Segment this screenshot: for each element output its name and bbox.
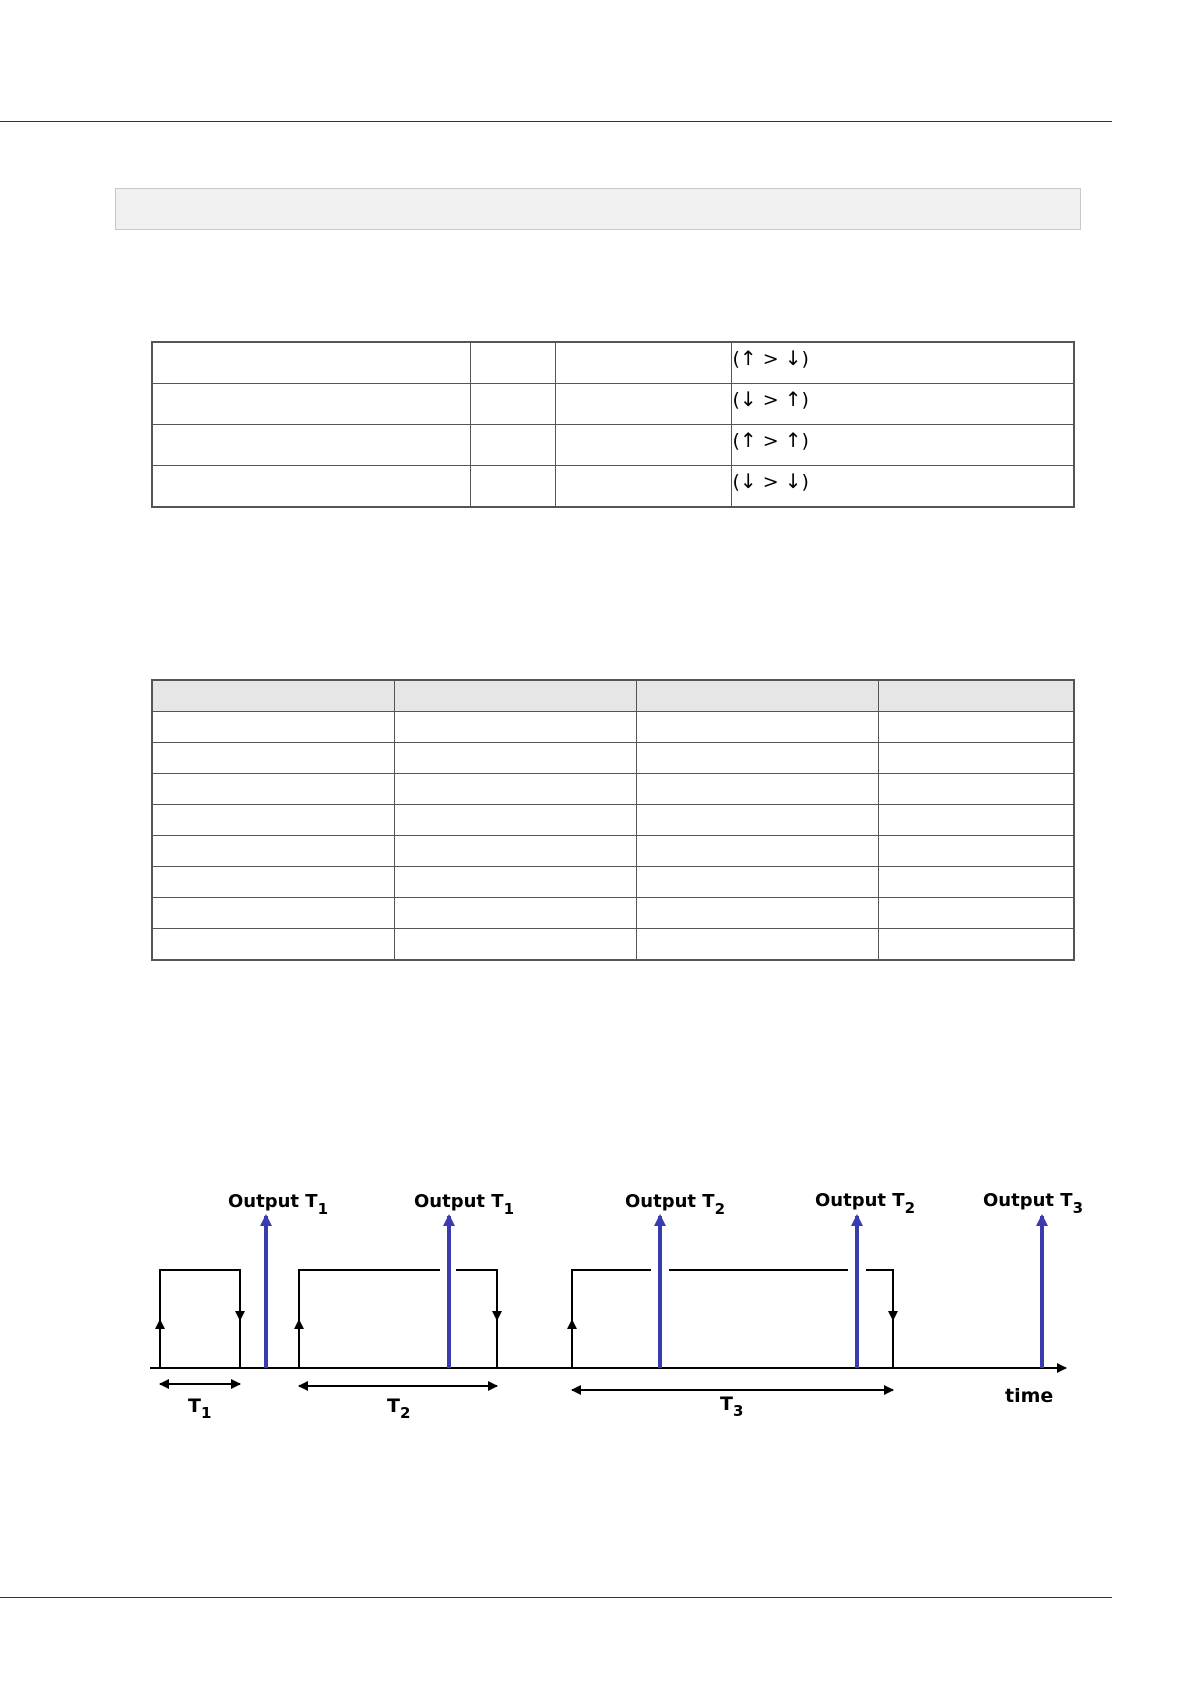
- input-pulse: [572, 1270, 893, 1368]
- table-row: [152, 466, 1074, 508]
- input-pulse: [160, 1270, 240, 1368]
- empty-data-table: [151, 679, 1075, 961]
- edge-arrow-icon: ↑: [784, 387, 802, 411]
- table-row: [152, 712, 1074, 743]
- direction-cell: (↓ > ↑): [731, 384, 1074, 425]
- edge-arrow-icon: ↑: [739, 428, 757, 452]
- direction-cell: (↓ > ↓): [731, 466, 1074, 508]
- table-row: [152, 805, 1074, 836]
- output-label: Output $T_1$: [414, 1191, 515, 1218]
- timing-diagram: [0, 1160, 1190, 1430]
- table-row: [152, 898, 1074, 929]
- edge-mode-table: [151, 341, 1075, 508]
- edge-arrow-icon: ↓: [784, 469, 802, 493]
- direction-cell: (↑ > ↑): [731, 425, 1074, 466]
- table-header-row: [152, 680, 1074, 712]
- interval-label: $T_3$: [720, 1393, 744, 1420]
- output-label: Output $T_3$: [983, 1190, 1084, 1217]
- input-pulse: [299, 1270, 497, 1368]
- footer-rule: [0, 1597, 1112, 1598]
- time-axis-label: time: [1005, 1385, 1054, 1407]
- edge-arrow-icon: ↑: [784, 428, 802, 452]
- section-heading-bar: [115, 188, 1081, 230]
- table-row: [152, 867, 1074, 898]
- direction-cell: (↑ > ↓): [731, 342, 1074, 384]
- output-label: Output $T_1$: [228, 1191, 329, 1218]
- interval-label: $T_2$: [387, 1395, 411, 1422]
- interval-label: $T_1$: [188, 1395, 212, 1422]
- edge-arrow-icon: ↑: [739, 346, 757, 370]
- edge-arrow-icon: ↓: [739, 387, 757, 411]
- table-row: [152, 425, 1074, 466]
- output-label: Output $T_2$: [625, 1191, 726, 1218]
- edge-arrow-icon: ↓: [784, 346, 802, 370]
- header-rule: [0, 121, 1112, 122]
- table-row: [152, 384, 1074, 425]
- table-row: [152, 342, 1074, 384]
- output-label: Output $T_2$: [815, 1190, 916, 1217]
- edge-arrow-icon: ↓: [739, 469, 757, 493]
- table-row: [152, 836, 1074, 867]
- table-row: [152, 774, 1074, 805]
- table-row: [152, 743, 1074, 774]
- table-row: [152, 929, 1074, 961]
